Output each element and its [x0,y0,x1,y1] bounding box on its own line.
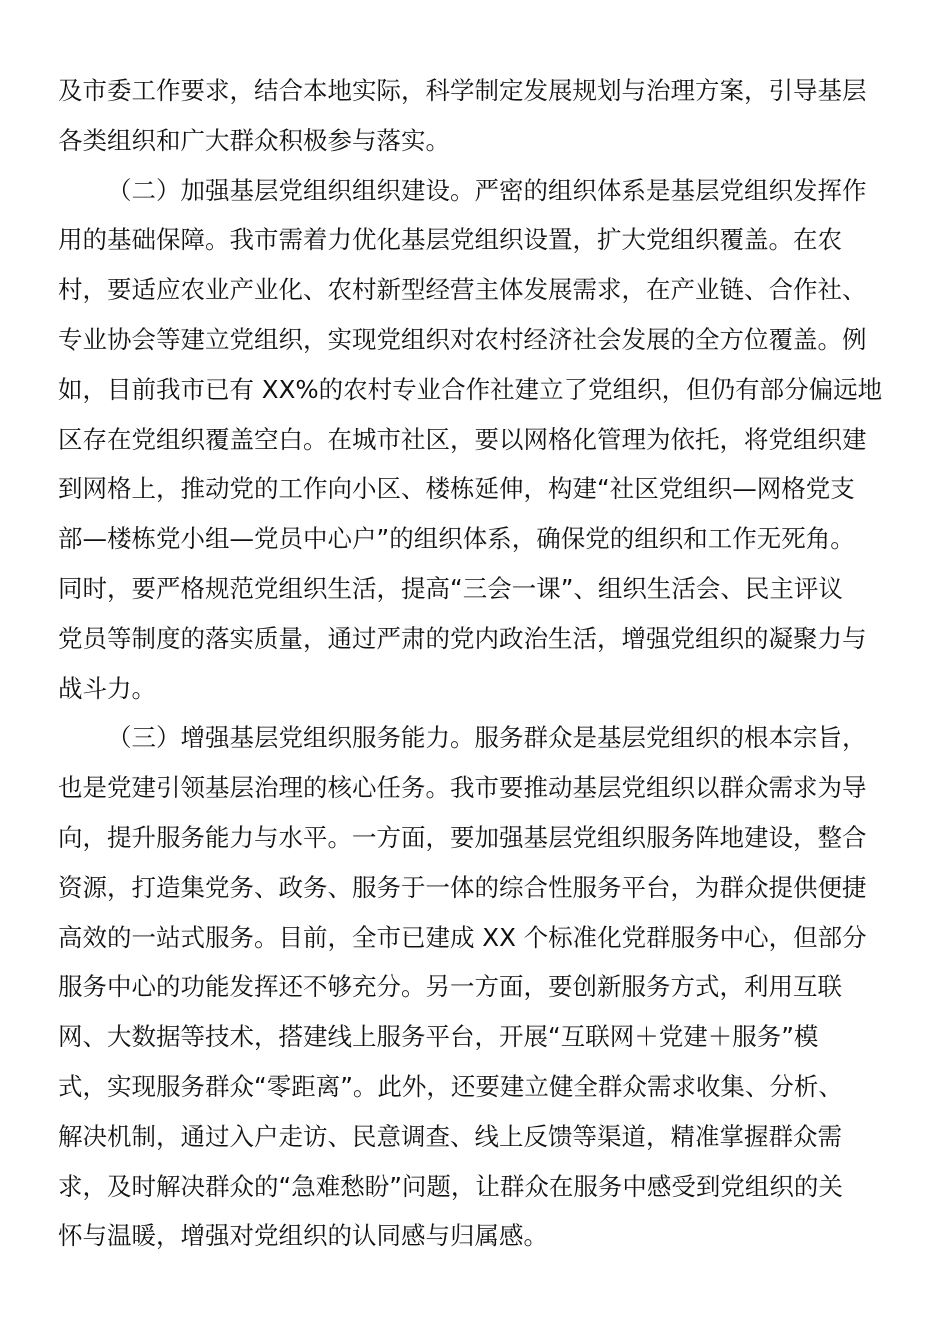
text-line: 网、大数据等技术，搭建线上服务平台，开展“互联网＋党建＋服务”模 [58,1022,819,1052]
text-line: 同时，要严格规范党组织生活，提高“三会一课”、组织生活会、民主评议 [58,573,843,603]
text-line: 如，目前我市已有 XX%的农村专业合作社建立了党组织，但仍有部分偏远地 [58,374,883,404]
text-line: 村，要适应农业产业化、农村新型经营主体发展需求，在产业链、合作社、 [58,275,867,305]
text-line: 及市委工作要求，结合本地实际，科学制定发展规划与治理方案，引导基层 [58,76,867,105]
text-line: 各类组织和广大群众积极参与落实。 [58,125,450,155]
text-line: 式，实现服务群众“零距离”。此外，还要建立健全群众需求收集、分析、 [58,1071,843,1101]
text-line: 专业协会等建立党组织，实现党组织对农村经济社会发展的全方位覆盖。例 [58,324,867,354]
text-line: 到网格上，推动党的工作向小区、楼栋延伸，构建“社区党组织—网格党支 [58,474,855,504]
text-line: 解决机制，通过入户走访、民意调查、线上反馈等渠道，精准掌握群众需 [58,1121,842,1151]
text-line: 用的基础保障。我市需着力优化基层党组织设置，扩大党组织覆盖。在农 [58,225,842,255]
text-line: 也是党建引领基层治理的核心任务。我市要推动基层党组织以群众需求为导 [58,773,867,803]
text-line: 资源，打造集党务、政务、服务于一体的综合性服务平台，为群众提供便捷 [58,872,867,902]
text-line: 向，提升服务能力与水平。一方面，要加强基层党组织服务阵地建设，整合 [58,822,867,852]
text-line: 高效的一站式服务。目前，全市已建成 XX 个标准化党群服务中心，但部分 [58,922,867,952]
text-line: 区存在党组织覆盖空白。在城市社区，要以网格化管理为依托，将党组织建 [58,424,867,454]
text-line: 部—楼栋党小组—党员中心户”的组织体系，确保党的组织和工作无死角。 [58,524,855,554]
section-heading-line: （二）加强基层党组织组织建设。严密的组织体系是基层党组织发挥作 [107,175,867,205]
text-line: 服务中心的功能发挥还不够充分。另一方面，要创新服务方式，利用互联 [58,972,842,1002]
text-line: 战斗力。 [58,673,156,703]
text-line: 怀与温暖，增强对党组织的认同感与归属感。 [58,1221,548,1251]
text-line: 求，及时解决群众的“急难愁盼”问题，让群众在服务中感受到党组织的关 [58,1171,843,1201]
text-line: 党员等制度的落实质量，通过严肃的党内政治生活，增强党组织的凝聚力与 [58,623,867,653]
body-text [58,66,888,1261]
section-heading-line: （三）增强基层党组织服务能力。服务群众是基层党组织的根本宗旨， [107,723,867,753]
